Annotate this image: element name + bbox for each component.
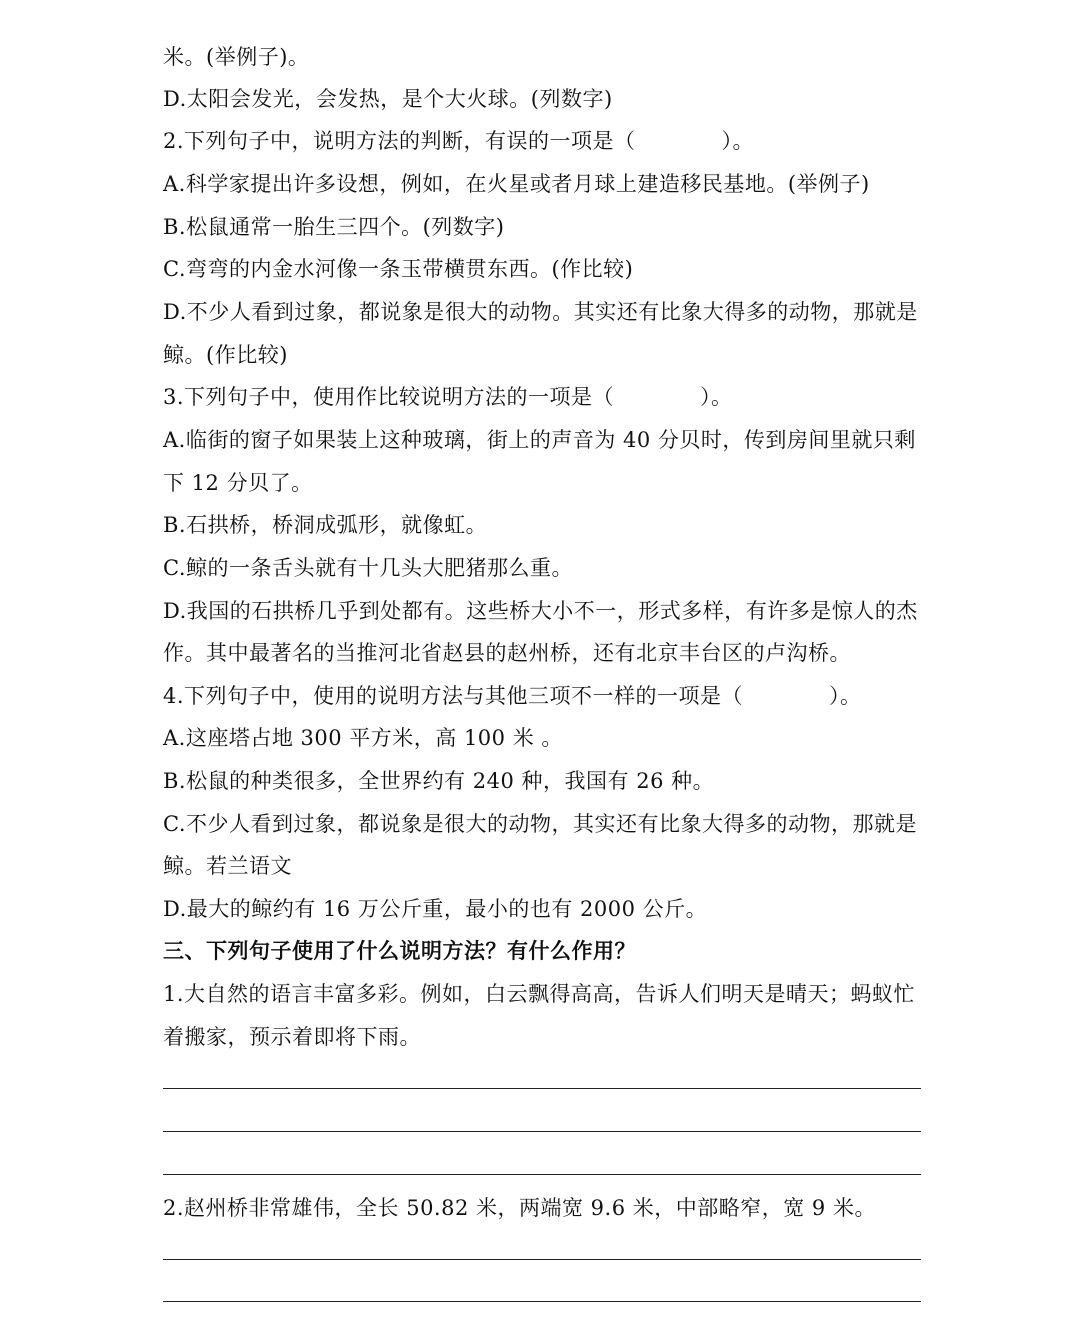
answer-line[interactable] xyxy=(163,1088,921,1089)
section-heading: 三、下列句子使用了什么说明方法？有什么作用？ xyxy=(163,938,636,963)
text-line: 米。(举例子)。 xyxy=(163,45,310,69)
answer-line[interactable] xyxy=(163,1301,921,1302)
option-a: A.临街的窗子如果装上这种玻璃，街上的声音为 40 分贝时，传到房间里就只剩 xyxy=(163,428,916,452)
section-question-2: 2.赵州桥非常雄伟，全长 50.82 米，两端宽 9.6 米，中部略窄，宽 9 米。 xyxy=(163,1196,876,1220)
answer-line[interactable] xyxy=(163,1259,921,1260)
option-c: C.弯弯的内金水河像一条玉带横贯东西。(作比较) xyxy=(163,257,634,281)
question-2: 2.下列句子中，说明方法的判断，有误的一项是（ ）。 xyxy=(163,129,755,153)
answer-line[interactable] xyxy=(163,1174,921,1175)
option-b: B.松鼠通常一胎生三四个。(列数字) xyxy=(163,215,505,239)
option-b: B.松鼠的种类很多，全世界约有 240 种，我国有 26 种。 xyxy=(163,769,715,793)
text-line: 着搬家，预示着即将下雨。 xyxy=(163,1025,421,1049)
text-line: 作。其中最著名的当推河北省赵县的赵州桥，还有北京丰台区的卢沟桥。 xyxy=(163,641,851,665)
option-d: D.不少人看到过象，都说象是很大的动物。其实还有比象大得多的动物，那就是 xyxy=(163,300,918,324)
question-4: 4.下列句子中，使用的说明方法与其他三项不一样的一项是（ ）。 xyxy=(163,684,862,708)
option-a: A.这座塔占地 300 平方米，高 100 米 。 xyxy=(163,726,563,750)
option-c: C.鲸的一条舌头就有十几头大肥猪那么重。 xyxy=(163,556,573,580)
answer-line[interactable] xyxy=(163,1131,921,1132)
option-d: D.最大的鲸约有 16 万公斤重，最小的也有 2000 公斤。 xyxy=(163,897,708,921)
question-3: 3.下列句子中，使用作比较说明方法的一项是（ ）。 xyxy=(163,385,733,409)
text-line: D.太阳会发光，会发热，是个大火球。(列数字) xyxy=(163,87,613,111)
text-line: 鲸。(作比较) xyxy=(163,343,288,367)
option-d: D.我国的石拱桥几乎到处都有。这些桥大小不一，形式多样，有许多是惊人的杰 xyxy=(163,599,918,623)
option-c: C.不少人看到过象，都说象是很大的动物，其实还有比象大得多的动物，那就是 xyxy=(163,812,917,836)
text-line: 下 12 分贝了。 xyxy=(163,471,313,495)
section-question-1: 1.大自然的语言丰富多彩。例如，白云飘得高高，告诉人们明天是晴天；蚂蚁忙 xyxy=(163,982,916,1006)
option-a: A.科学家提出许多设想，例如，在火星或者月球上建造移民基地。(举例子) xyxy=(163,172,870,196)
text-line: 鲸。若兰语文 xyxy=(163,854,292,878)
option-b: B.石拱桥，桥洞成弧形，就像虹。 xyxy=(163,513,488,537)
